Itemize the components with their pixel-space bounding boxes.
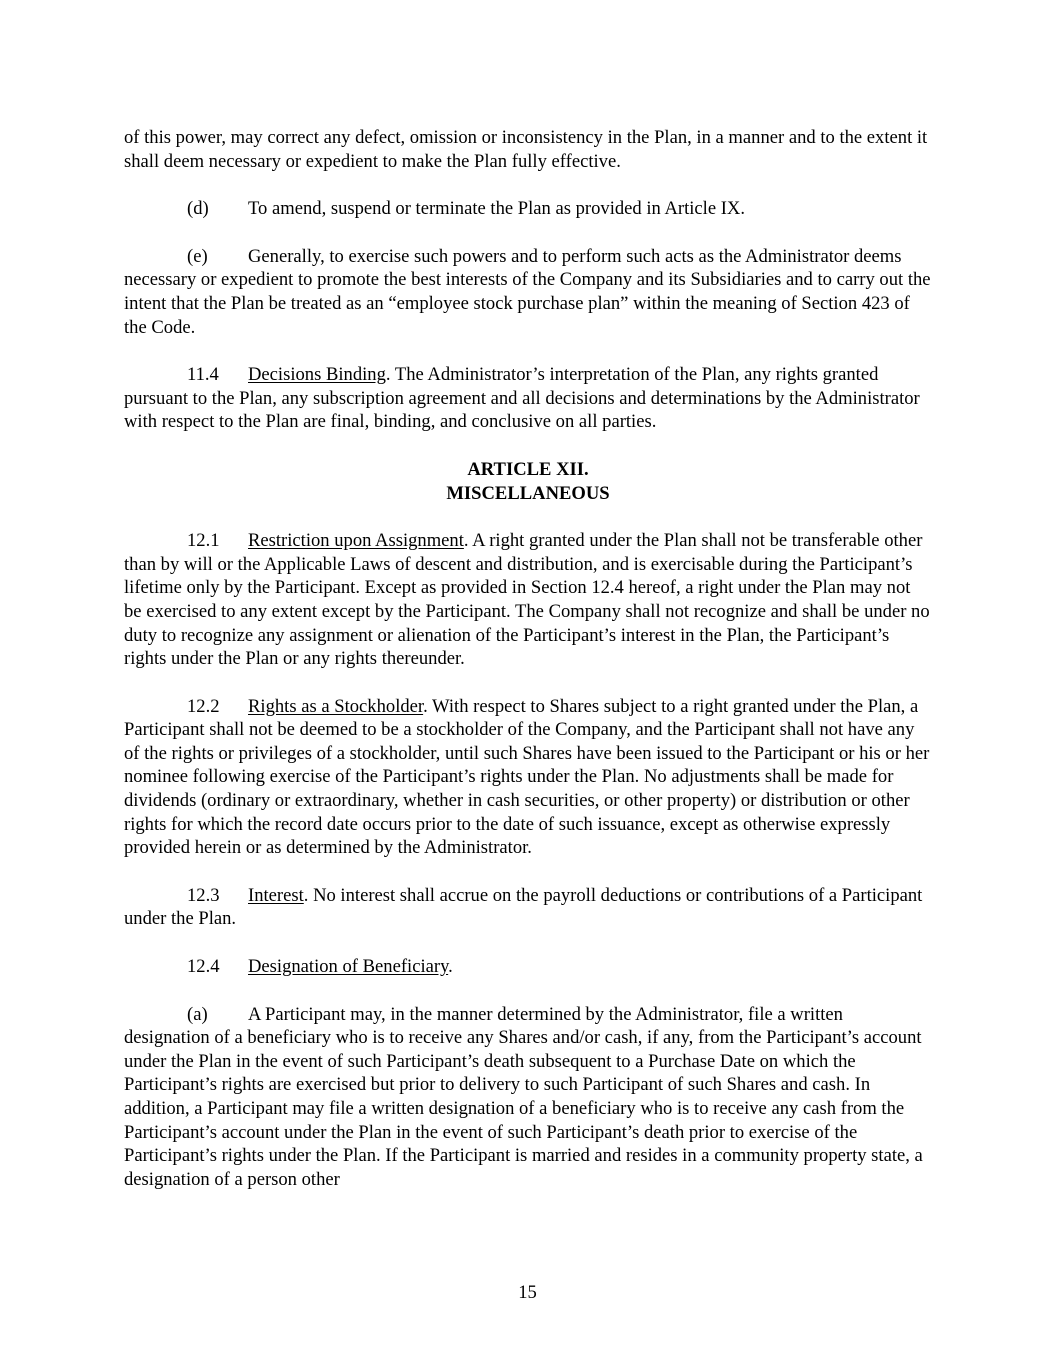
section-12-2-title: Rights as a Stockholder [248,695,424,717]
clause-d-number: (d) [187,198,209,220]
clause-d-text: To amend, suspend or terminate the Plan as provided in Article IX. [248,198,745,220]
section-11-4-title: Decisions Binding [248,364,386,386]
section-12-1 [124,529,932,671]
article-number: ARTICLE XII. [467,458,589,480]
section-12-4-number: 12.4 [187,956,220,978]
section-12-1-number: 12.1 [187,530,220,552]
section-12-4-title: Designation of Beneficiary [248,956,449,978]
clause-e-number: (e) [187,245,208,267]
section-12-2-number: 12.2 [187,695,220,717]
section-12-4 [124,955,932,979]
section-12-3-text: . No interest shall accrue on the payroll deductions or contributions of a Participant under the Plan. [124,884,923,930]
section-12-3-title: Interest [248,884,304,906]
section-12-3-number: 12.3 [187,884,220,906]
clause-a [124,1003,932,1192]
section-11-4 [124,363,932,434]
clause-e [124,245,932,339]
section-12-1-title: Restriction upon Assignment [248,530,464,552]
clause-a-text: A Participant may, in the manner determined by the Administrator, file a written designation of a beneficiary who is to receive any Shares and/or cash, if any, from the Participant’s account under the Plan in the event of such Participant’s death subsequent to a Purchase Date on which the Participant’s rights are exercised but prior to delivery to such Participant of such Shares and cash. In addition, a Participant may file a written designation of a beneficiary who is to receive any cash from the Participant’s account under the Plan in the event of such Participant’s death prior to exercise of the Participant’s rights under the Plan. If the Participant is married and resides in a community property state, a designation of a person other [124,1003,923,1190]
clause-a-number: (a) [187,1003,208,1025]
section-12-1-text: . A right granted under the Plan shall not be transferable other than by will or the Applicable Laws of descent and distribution, and is exercisable during the Participant’s lifetime only by the Participant. Except as provided in Section 12.4 hereof, a right under the Plan may not be exercised to any extent except by the Participant. The Company shall not recognize and shall be under no duty to recognize any assignment or alienation of the Participant’s interest in the Plan, the Participant’s rights under the Plan or any rights thereunder. [124,530,930,670]
section-12-4-text: . [448,956,453,978]
article-title: MISCELLANEOUS [446,482,610,504]
clause-e-text: Generally, to exercise such powers and to perform such acts as the Administrator deems necessary or expedient to promote the best interests of the Company and its Subsidiaries and to carry out the intent that the Plan be treated as an “employee stock purchase plan” within the meaning of Section 423 of the Code. [124,245,931,338]
paragraph-continuation [124,126,932,173]
section-12-3 [124,884,932,931]
section-11-4-text: . The Administrator’s interpretation of the Plan, any rights granted pursuant to the Plan, any subscription agreement and all decisions and determinations by the Administrator with respect to the Plan are final, binding, and conclusive on all parties. [124,364,920,433]
article-heading [124,458,932,505]
page-number: 15 [518,1282,537,1303]
section-12-2 [124,695,932,860]
section-11-4-number: 11.4 [187,364,219,386]
paragraph-continuation-text: of this power, may correct any defect, omission or inconsistency in the Plan, in a manner and to the extent it shall deem necessary or expedient to make the Plan fully effective. [124,127,928,172]
clause-d [124,197,932,221]
section-12-2-text: . With respect to Shares subject to a right granted under the Plan, a Participant shall not be deemed to be a stockholder of the Company, and the Participant shall not have any of the rights or privileges of a stockholder, until such Shares have been issued to the Participant or his or her nominee following exercise of the Participant’s rights under the Plan. No adjustments shall be made for dividends (ordinary or extraordinary, whether in cash securities, or other property) or distribution or other rights for which the record date occurs prior to the date of such issuance, except as otherwise expressly provided herein or as determined by the Administrator. [124,695,930,859]
document-page [124,126,932,1215]
